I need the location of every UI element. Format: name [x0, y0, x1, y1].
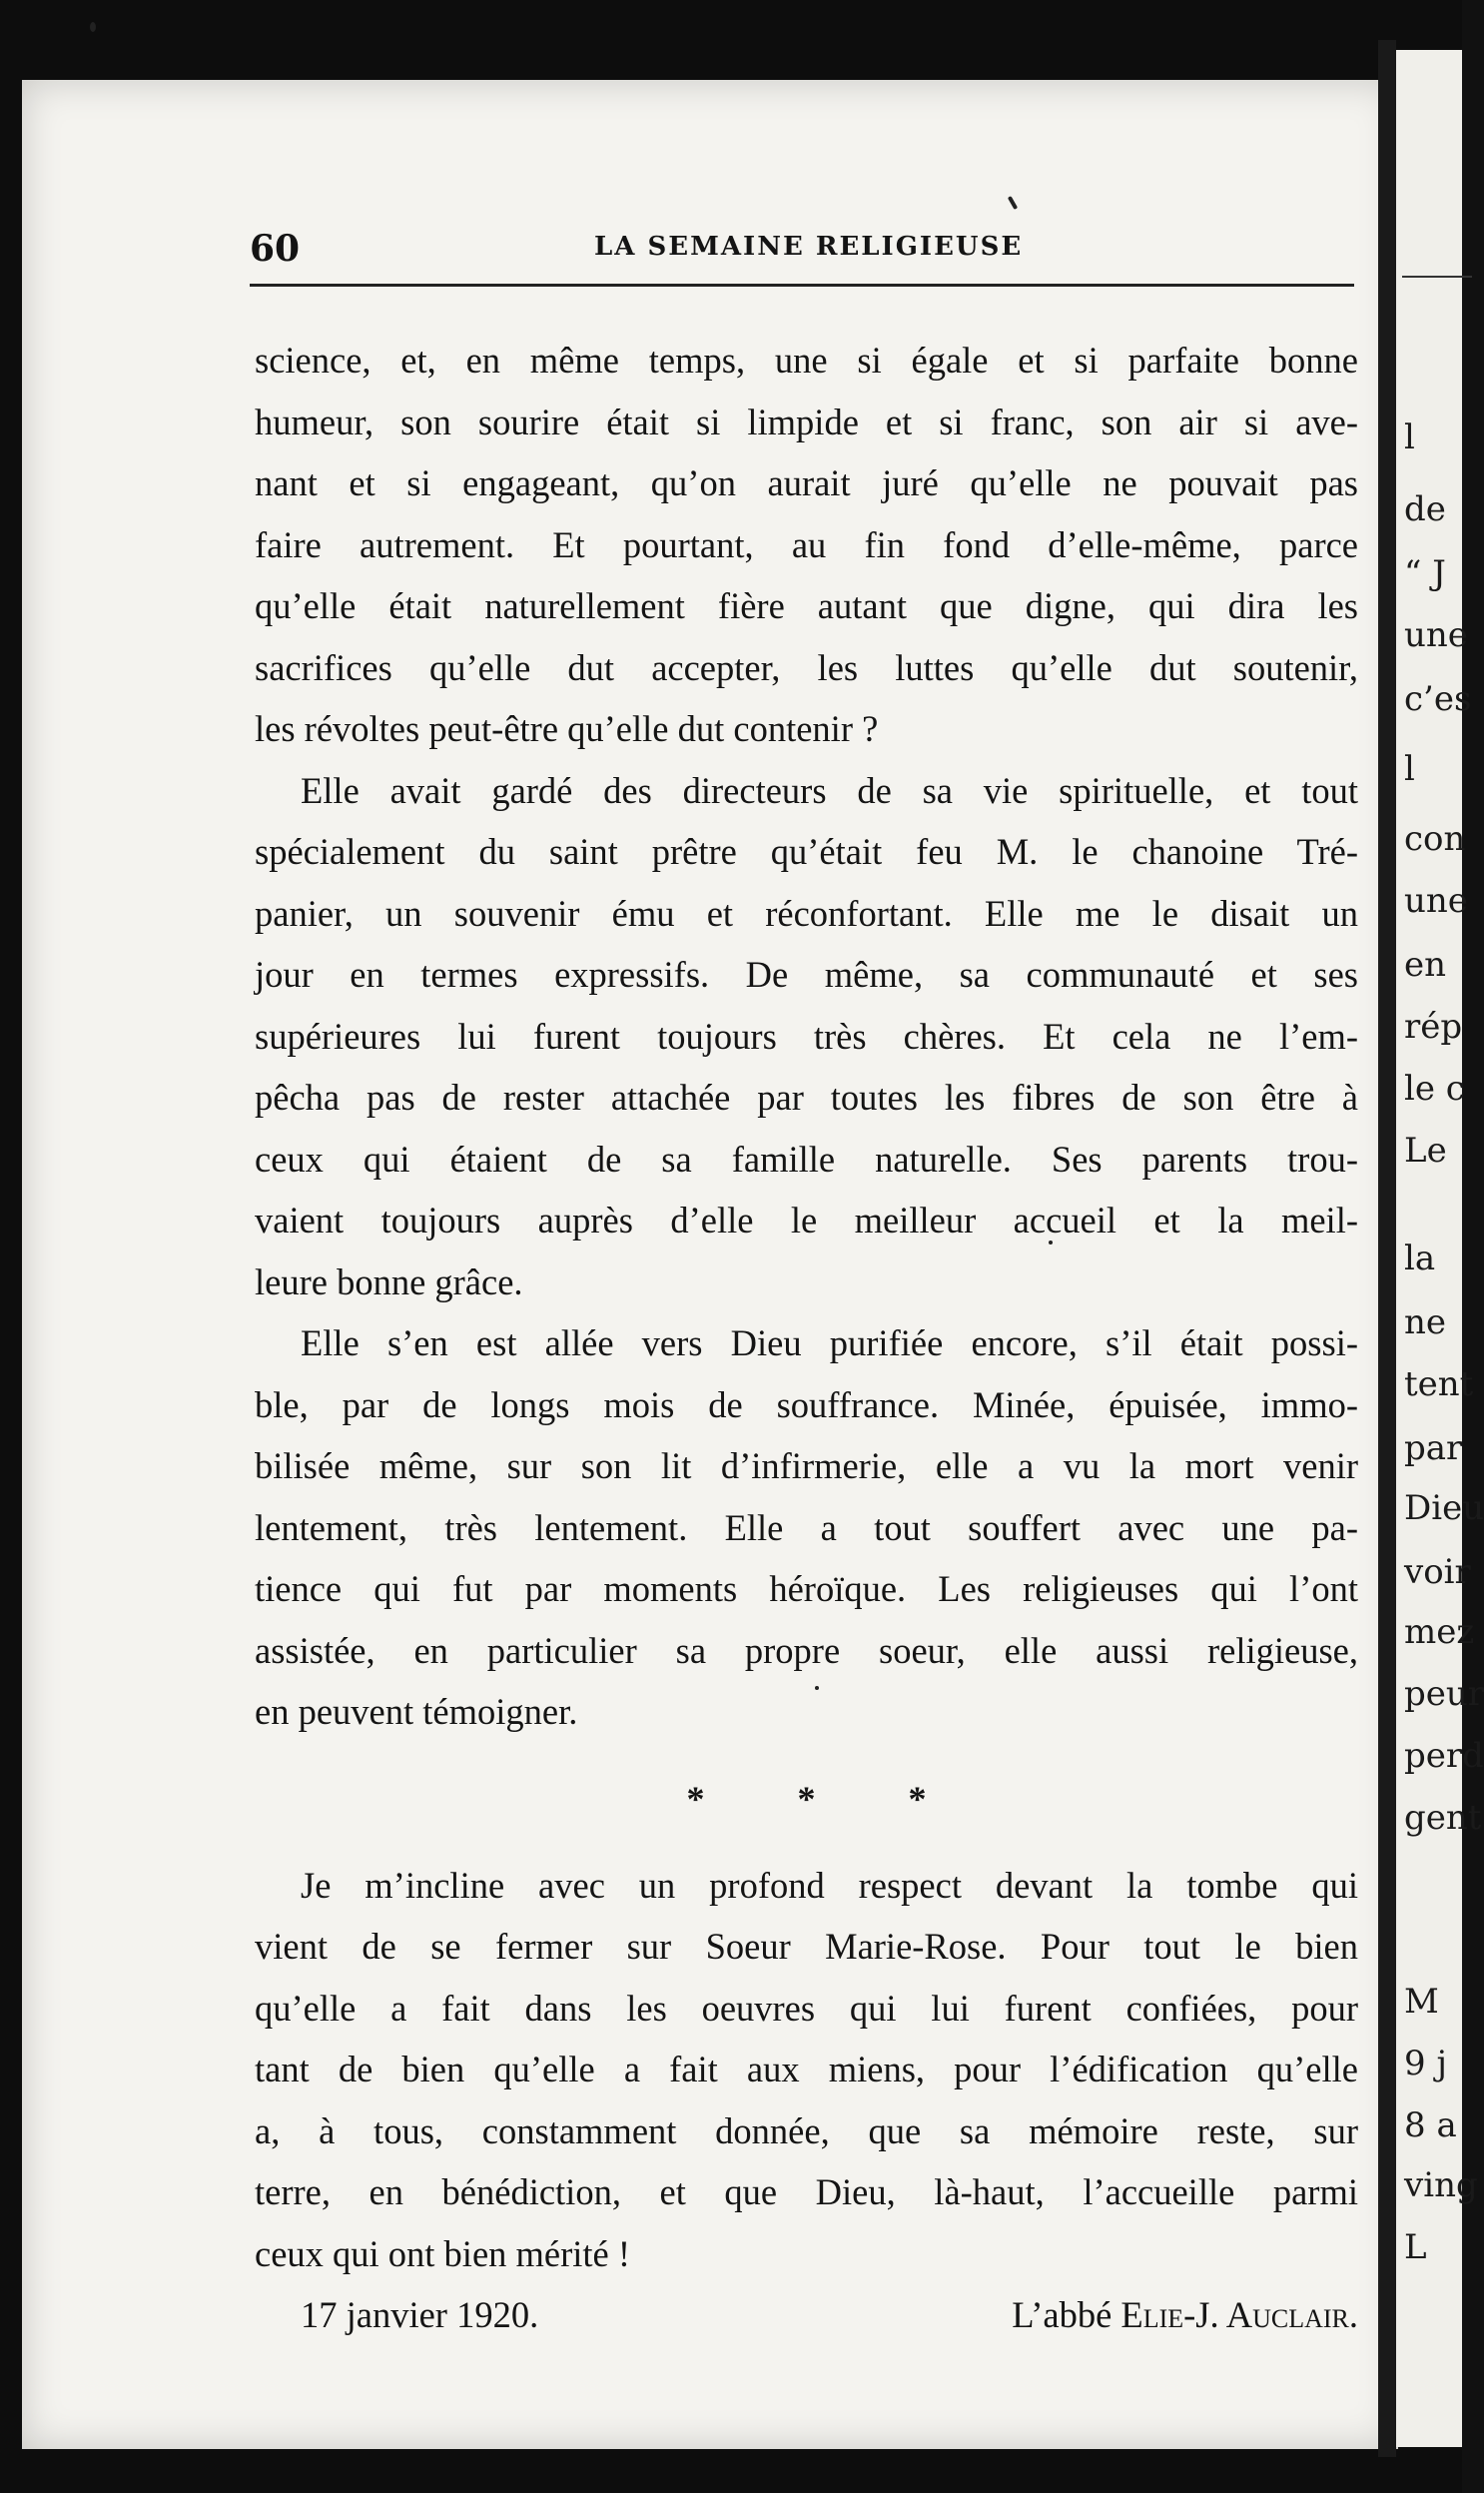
facing-page-fragment-text: la — [1404, 1239, 1436, 1278]
text-line: ceux qui ont bien mérité ! — [255, 2232, 631, 2274]
paragraph-2 — [255, 760, 1358, 1313]
text-line: panier, un souvenir ému et réconfortant. Elle me le disait un — [255, 892, 1358, 934]
text-line: a, à tous, constamment donnée, que sa mémoire reste, sur — [255, 2109, 1358, 2151]
text-line: qu’elle était naturellement fière autant que digne, qui dira les — [255, 585, 1358, 626]
ink-speck — [90, 22, 96, 32]
text-line: tant de bien qu’elle a fait aux miens, pour l’édification qu’elle — [255, 2049, 1358, 2089]
author-name: Elie-J. Auclair. — [1120, 2294, 1358, 2335]
paragraph-3 — [255, 1312, 1358, 1743]
ink-speck — [1049, 1241, 1053, 1245]
facing-page-fragment-text: gent — [1404, 1798, 1482, 1838]
facing-page-fragment-text: en — [1404, 945, 1447, 985]
text-line: terre, en bénédiction, et que Dieu, là-haut, l’accueille parmi — [255, 2171, 1358, 2212]
text-line: Elle avait gardé des directeurs de sa vie spirituelle, et tout — [301, 769, 1358, 811]
page-number: 60 — [250, 228, 301, 270]
text-line: supérieures lui furent toujours très chères. Et cela ne l’em- — [255, 1015, 1358, 1057]
signature-author — [1012, 2284, 1358, 2346]
text-line: Je m’incline avec un profond respect devant la tombe qui — [301, 1864, 1358, 1906]
facing-page-fragment-text: “ J — [1404, 553, 1446, 593]
facing-page-fragment-text: L — [1404, 2227, 1427, 2267]
text-line: lentement, très lentement. Elle a tout souffert avec une pa- — [255, 1506, 1358, 1548]
text-line: sacrifices qu’elle dut accepter, les luttes qu’elle dut soutenir, — [255, 646, 1358, 688]
facing-page-fragment-text: perd — [1404, 1736, 1484, 1776]
paragraph-1 — [255, 330, 1358, 760]
text-line: humeur, son sourire était si limpide et si franc, son air si ave- — [255, 401, 1358, 442]
facing-page-fragment-text: mez — [1404, 1612, 1475, 1652]
signature-line — [255, 2284, 1358, 2346]
facing-page-fragment-text: M — [1404, 1982, 1439, 2022]
text-line: tience qui fut par moments héroïque. Les religieuses qui l’ont — [255, 1568, 1358, 1609]
section-separator-asterisks: * * * — [686, 1778, 969, 1819]
text-line: les révoltes peut-être qu’elle dut contenir ? — [255, 708, 879, 749]
facing-page-fragment-text: voir — [1404, 1552, 1471, 1592]
facing-page-fragment-text: une — [1404, 881, 1468, 921]
facing-page-fragment-text: ne — [1404, 1302, 1447, 1342]
facing-page-fragment-text: Le — [1404, 1131, 1447, 1171]
page-gutter-shadow — [1378, 40, 1396, 2457]
text-line: nant et si engageant, qu’on aurait juré qu’elle ne pouvait pas — [255, 462, 1358, 503]
text-line: vient de se fermer sur Soeur Marie-Rose. Pour tout le bien — [255, 1926, 1358, 1967]
text-line: vaient toujours auprès d’elle le meilleur accueil et la meil- — [255, 1200, 1358, 1241]
text-line: bilisée même, sur son lit d’infirmerie, elle a vu la mort venir — [255, 1445, 1358, 1486]
facing-page-fragment-text: peur — [1404, 1674, 1484, 1714]
text-line: qu’elle a fait dans les oeuvres qui lui furent confiées, pour — [255, 1987, 1358, 2029]
text-line: Elle s’en est allée vers Dieu purifiée encore, s’il était possi- — [301, 1322, 1358, 1363]
facing-page-fragment-text: l — [1404, 417, 1415, 457]
facing-page-fragment-text: c’es — [1404, 679, 1472, 719]
running-title: LA SEMAINE RELIGIEUSE — [594, 232, 1024, 262]
facing-page-fragment-text: rép — [1404, 1007, 1463, 1047]
facing-page-fragment-text: le c — [1404, 1069, 1465, 1109]
text-line: pêcha pas de rester attachée par toutes les fibres de son être à — [255, 1077, 1358, 1118]
facing-page-fragment-text: Dieu — [1404, 1488, 1484, 1528]
facing-page-fragment-text: de — [1404, 489, 1446, 529]
facing-page-fragment-text: par — [1404, 1428, 1463, 1468]
facing-page-fragment-text: 9 j — [1404, 2044, 1447, 2083]
facing-page-fragment — [1396, 50, 1484, 2447]
text-line: spécialement du saint prêtre qu’était feu M. le chanoine Tré- — [255, 831, 1358, 872]
ink-speck — [815, 1686, 819, 1690]
header-rule — [250, 284, 1354, 287]
text-line: ble, par de longs mois de souffrance. Minée, épuisée, immo- — [255, 1383, 1358, 1425]
text-line: leure bonne grâce. — [255, 1260, 523, 1302]
paragraph-4 — [255, 1855, 1358, 2285]
running-header — [250, 228, 1358, 272]
text-line: en peuvent témoigner. — [255, 1691, 578, 1732]
signature-date: 17 janvier 1920. — [301, 2294, 539, 2335]
text-line: jour en termes expressifs. De même, sa communauté et ses — [255, 954, 1358, 995]
author-prefix: L’abbé — [1012, 2294, 1121, 2335]
text-line: faire autrement. Et pourtant, au fin fond d’elle-même, parce — [255, 523, 1358, 565]
text-line: science, et, en même temps, une si égale et si parfaite bonne — [255, 340, 1358, 381]
facing-page-fragment-text: une — [1404, 615, 1468, 655]
facing-page-fragment-text: 8 a — [1404, 2105, 1457, 2145]
article-body — [255, 330, 1358, 2346]
facing-page-fragment-text: l — [1404, 749, 1415, 789]
text-line: ceux qui étaient de sa famille naturelle. Ses parents trou- — [255, 1138, 1358, 1180]
facing-page-fragment-text: ving — [1404, 2165, 1478, 2205]
facing-page-fragment-text: tent — [1404, 1364, 1474, 1404]
facing-page-header-rule — [1402, 276, 1472, 278]
text-line: assistée, en particulier sa propre soeur, elle aussi religieuse, — [255, 1629, 1358, 1671]
facing-page-fragment-text: con — [1404, 819, 1466, 859]
